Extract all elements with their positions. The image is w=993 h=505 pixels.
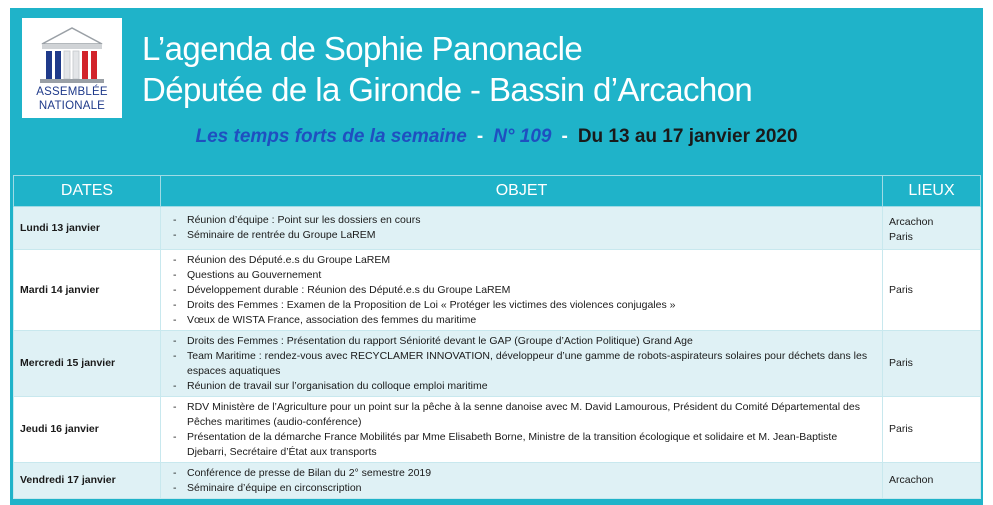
logo-line-1: ASSEMBLÉE — [36, 86, 108, 98]
row-date: Mardi 14 janvier — [14, 250, 161, 331]
list-item: - Développement durable : Réunion des Député.e.s du Groupe LaREM — [167, 283, 876, 298]
list-item: - Séminaire de rentrée du Groupe LaREM — [167, 228, 876, 243]
place-item: Paris — [889, 423, 913, 435]
list-item: - Séminaire d’équipe en circonscription — [167, 481, 876, 496]
week-range: Du 13 au 17 janvier 2020 — [577, 126, 798, 147]
table-row — [14, 397, 981, 463]
header-objet: OBJET — [161, 176, 883, 207]
row-objet — [161, 463, 883, 499]
separator-2: - — [561, 126, 568, 147]
row-lieux — [883, 250, 981, 331]
logo-line-2: NATIONALE — [38, 100, 106, 112]
page-subtitle-deputy: Députée de la Gironde - Bassin d’Arcachon — [142, 71, 753, 108]
list-item: - Droits des Femmes : Présentation du rapport Séniorité devant le GAP (Groupe d’Action Politique) Grand Age — [167, 334, 876, 349]
list-item: - RDV Ministère de l’Agriculture pour un point sur la pêche à la senne danoise avec M. David Lamourous, Président du Comité Départemental des Pêches maritimes (audio-conférence) — [167, 400, 876, 430]
row-date: Mercredi 15 janvier — [14, 331, 161, 397]
place-item: Arcachon — [889, 474, 934, 486]
row-lieux — [883, 331, 981, 397]
list-item: - Conférence de presse de Bilan du 2° semestre 2019 — [167, 466, 876, 481]
list-item: - Droits des Femmes : Examen de la Proposition de Loi « Protéger les victimes des violences conjugales » — [167, 298, 876, 313]
assemblee-building-icon — [36, 24, 108, 84]
agenda-table — [13, 175, 981, 499]
week-banner — [10, 126, 983, 148]
row-date: Jeudi 16 janvier — [14, 397, 161, 463]
table-row — [14, 463, 981, 499]
row-objet — [161, 331, 883, 397]
place-item: Paris — [889, 231, 913, 243]
table-row — [14, 331, 981, 397]
agenda-page — [10, 8, 983, 505]
issue-number: N° 109 — [493, 126, 552, 147]
table-row — [14, 250, 981, 331]
place-item: Paris — [889, 283, 913, 296]
header-lieux: LIEUX — [883, 176, 981, 207]
list-item: - Réunion des Député.e.s du Groupe LaREM — [167, 253, 876, 268]
assemblee-nationale-logo — [22, 18, 122, 118]
table-row — [14, 207, 981, 250]
page-title: L’agenda de Sophie Panonacle — [142, 30, 583, 67]
place-item: Paris — [889, 357, 913, 369]
row-lieux — [883, 207, 981, 250]
row-date: Lundi 13 janvier — [14, 207, 161, 250]
row-objet — [161, 207, 883, 250]
list-item: - Réunion d’équipe : Point sur les dossiers en cours — [167, 213, 876, 228]
row-lieux — [883, 463, 981, 499]
list-item: - Team Maritime : rendez-vous avec RECYCLAMER INNOVATION, développeur d’une gamme de robots-aspirateurs solaires pour déchets dans les espaces aquatiques — [167, 349, 876, 379]
row-objet — [161, 397, 883, 463]
place-item: Arcachon — [889, 216, 934, 228]
row-lieux — [883, 397, 981, 463]
header-dates: DATES — [14, 176, 161, 207]
list-item: - Vœux de WISTA France, association des femmes du maritime — [167, 313, 876, 328]
list-item: - Réunion de travail sur l’organisation du colloque emploi maritime — [167, 379, 876, 394]
row-objet — [161, 250, 883, 331]
separator-1: - — [476, 126, 484, 147]
table-header-row — [14, 176, 981, 207]
list-item: - Questions au Gouvernement — [167, 268, 876, 283]
row-date: Vendredi 17 janvier — [14, 463, 161, 499]
highlights-label: Les temps forts de la semaine — [195, 126, 467, 147]
list-item: - Présentation de la démarche France Mobilités par Mme Elisabeth Borne, Ministre de la transition écologique et solidaire et M. Jean-Baptiste Djebarri, Secrétaire d’État aux transports — [167, 430, 876, 460]
